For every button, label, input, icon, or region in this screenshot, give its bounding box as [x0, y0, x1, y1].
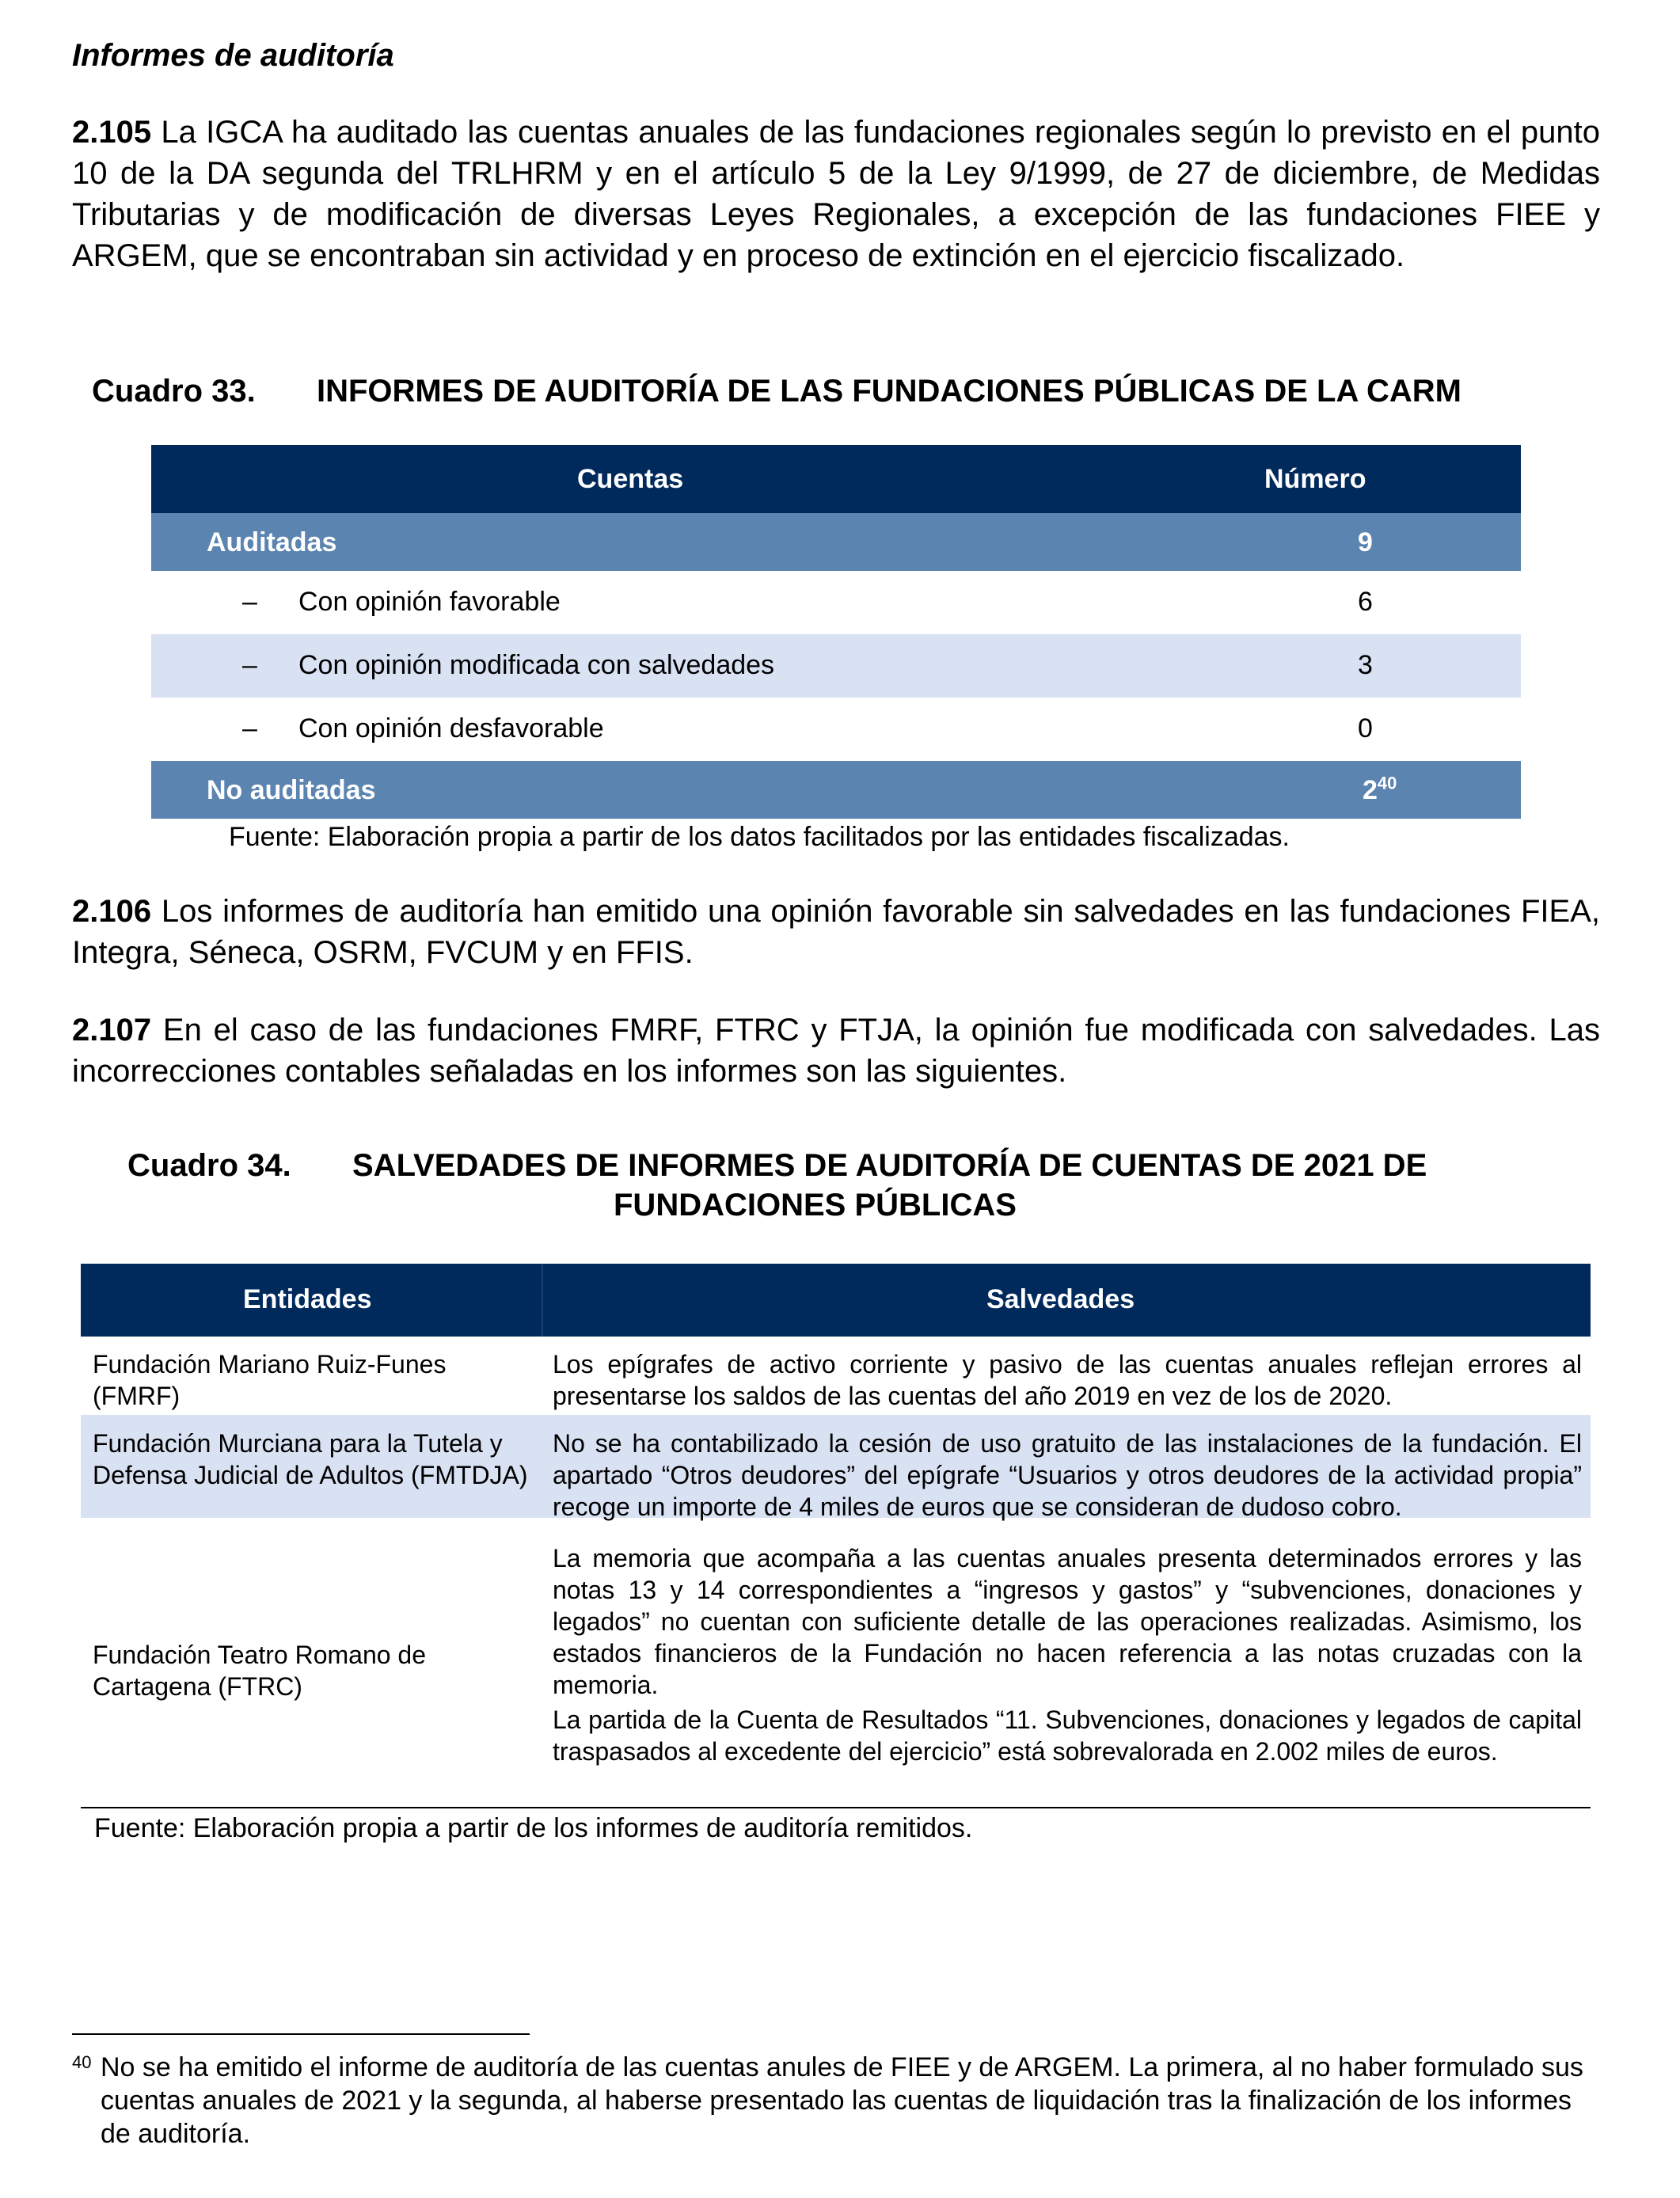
column-divider: [542, 1264, 543, 1337]
row-value: 9: [1358, 527, 1373, 557]
row-label: Con opinión desfavorable: [298, 713, 604, 743]
row-auditadas: [151, 513, 1521, 571]
value-number: 2: [1363, 775, 1378, 805]
salvedad-cell: La partida de la Cuenta de Resultados “11. Subvenciones, donaciones y legados de capital traspasados al excedente del ejercicio” está sobrevalorada en 2.002 miles de euros.: [553, 1706, 1582, 1766]
section-heading: Informes de auditoría: [72, 38, 394, 73]
table-34-bottom-rule: [81, 1807, 1591, 1808]
table-34-title-line2: FUNDACIONES PÚBLICAS: [614, 1188, 1017, 1223]
table-34-header: [81, 1264, 1591, 1337]
row-label: Auditadas: [207, 527, 337, 557]
salvedad-cell: No se ha contabilizado la cesión de uso gratuito de las instalaciones de la fundación. El apartado “Otros deudores” del epígrafe “Usuarios y otros deudores de la actividad propia” recoge un importe de 4 miles de euros que se consideran de dudoso cobro.: [553, 1429, 1582, 1521]
table-row: [151, 634, 1521, 698]
col-header-numero: Número: [1264, 464, 1366, 494]
table-34-title-line1: SALVEDADES DE INFORMES DE AUDITORÍA DE CUENTAS DE 2021 DE: [352, 1148, 1427, 1183]
paragraph-number: 2.106: [72, 894, 152, 929]
col-header-cuentas: Cuentas: [577, 464, 684, 494]
entity-cell: Fundación Teatro Romano de Cartagena (FTRC): [93, 1641, 427, 1701]
paragraph-2-106: [72, 891, 1600, 973]
footnote-separator: [72, 2033, 530, 2035]
dash-bullet: –: [242, 713, 257, 743]
row-value: [1363, 775, 1397, 806]
row-value: 0: [1358, 713, 1373, 743]
paragraph-number: 2.105: [72, 115, 152, 150]
paragraph-2-107: [72, 1010, 1600, 1092]
paragraph-text: Los informes de auditoría han emitido una opinión favorable sin salvedades en las fundaciones FIEA, Integra, Séneca, OSRM, FVCUM y en FFIS.: [72, 894, 1600, 970]
row-label: No auditadas: [207, 775, 376, 805]
footnote-number: 40: [72, 2052, 92, 2072]
footnote-text: No se ha emitido el informe de auditoría de las cuentas anules de FIEE y de ARGEM. La primera, al no haber formulado sus cuentas anuales de 2021 y la segunda, al haberse presentado las cuentas de liquidación tras la finalización de los informes de auditoría.: [101, 2052, 1583, 2149]
paragraph-text: La IGCA ha auditado las cuentas anuales de las fundaciones regionales según lo previsto en el punto 10 de la DA segunda del TRLHRM y en el artículo 5 de la Ley 9/1999, de 27 de diciembre, de Medidas Tributarias y de modificación de diversas Leyes Regionales, a excepción de las fundaciones FIEE y ARGEM, que se encontraban sin actividad y en proceso de extinción en el ejercicio fiscalizado.: [72, 115, 1600, 273]
table-34-source: Fuente: Elaboración propia a partir de los informes de auditoría remitidos.: [94, 1813, 973, 1843]
col-header-entidades: Entidades: [243, 1284, 372, 1314]
row-label: Con opinión modificada con salvedades: [298, 650, 775, 680]
entity-cell: Fundación Murciana para la Tutela y Defensa Judicial de Adultos (FMTDJA): [93, 1429, 528, 1489]
table-33-label: Cuadro 33.: [92, 374, 256, 409]
table-34: [81, 1264, 1591, 1810]
row-value: 6: [1358, 587, 1373, 617]
table-33-header: [151, 445, 1521, 513]
col-header-salvedades: Salvedades: [986, 1284, 1135, 1314]
entity-cell: Fundación Mariano Ruiz-Funes (FMRF): [93, 1350, 447, 1410]
paragraph-2-105: [72, 112, 1600, 276]
paragraph-text: En el caso de las fundaciones FMRF, FTRC y FTJA, la opinión fue modificada con salvedades. Las incorrecciones contables señaladas en los informes son las siguientes.: [72, 1013, 1601, 1089]
salvedad-cell: La memoria que acompaña a las cuentas anuales presenta determinados errores y las notas 13 y 14 correspondientes a “ingresos y gastos” y “subvenciones, donaciones y legados” no cuentan con suficiente detalle de las operaciones realizadas. Asimismo, los estados financieros de la Fundación no hacen referencia a las notas cruzadas con la memoria.: [553, 1544, 1582, 1699]
dash-bullet: –: [242, 587, 257, 617]
row-no-auditadas: [151, 761, 1521, 819]
row-value: 3: [1358, 650, 1373, 680]
table-row: [151, 698, 1521, 761]
salvedad-cell: Los epígrafes de activo corriente y pasivo de las cuentas anuales reflejan errores al presentarse los saldos de las cuentas del año 2019 en vez de los de 2020.: [553, 1350, 1582, 1410]
paragraph-number: 2.107: [72, 1013, 152, 1048]
row-label: Con opinión favorable: [298, 587, 561, 617]
footnote-ref: 40: [1377, 773, 1397, 793]
table-row: [151, 571, 1521, 634]
table-33-title: INFORMES DE AUDITORÍA DE LAS FUNDACIONES PÚBLICAS DE LA CARM: [317, 374, 1461, 409]
dash-bullet: –: [242, 650, 257, 680]
table-33-source: Fuente: Elaboración propia a partir de los datos facilitados por las entidades fiscalizadas.: [229, 822, 1290, 852]
table-34-label: Cuadro 34.: [127, 1148, 291, 1183]
table-33: [151, 445, 1521, 819]
